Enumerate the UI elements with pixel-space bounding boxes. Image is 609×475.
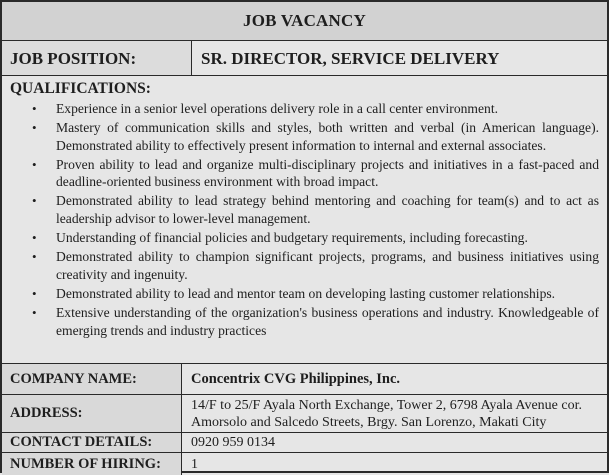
company-label: COMPANY NAME: bbox=[2, 364, 182, 394]
company-row bbox=[2, 364, 607, 395]
list-item bbox=[10, 229, 599, 246]
contact-row bbox=[2, 433, 607, 453]
address-row bbox=[2, 395, 607, 433]
qualifications-heading: QUALIFICATIONS: bbox=[10, 80, 151, 97]
list-item bbox=[10, 304, 599, 339]
bullet-icon: • bbox=[32, 249, 37, 265]
qualifications-section bbox=[2, 76, 607, 364]
hiring-label: NUMBER OF HIRING: bbox=[2, 453, 182, 475]
bullet-icon: • bbox=[32, 285, 37, 301]
hiring-value: 1 bbox=[191, 456, 198, 472]
bullet-icon: • bbox=[32, 305, 37, 321]
contact-label: CONTACT DETAILS: bbox=[2, 433, 182, 452]
job-position-value: SR. DIRECTOR, SERVICE DELIVERY bbox=[201, 49, 500, 68]
qualifications-list bbox=[10, 100, 599, 339]
job-position-label: JOB POSITION: bbox=[2, 41, 192, 75]
list-item bbox=[10, 248, 599, 283]
address-label: ADDRESS: bbox=[2, 395, 182, 432]
qualification-text: Demonstrated ability to lead strategy behind mentoring and coaching for team(s) and to act as leadership advisor to lower-level management. bbox=[56, 193, 599, 226]
job-position-row bbox=[2, 41, 607, 76]
contact-value: 0920 959 0134 bbox=[191, 435, 275, 450]
bullet-icon: • bbox=[32, 193, 37, 209]
page-title: JOB VACANCY bbox=[2, 2, 607, 41]
bullet-icon: • bbox=[32, 230, 37, 246]
bullet-icon: • bbox=[32, 156, 37, 172]
list-item bbox=[10, 119, 599, 154]
qualification-text: Proven ability to lead and organize multi-disciplinary projects and initiatives in a fast-paced and deadline-oriented business environment with broad impact. bbox=[56, 156, 599, 190]
company-value: Concentrix CVG Philippines, Inc. bbox=[191, 370, 401, 387]
list-item bbox=[10, 192, 599, 227]
qualification-text: Demonstrated ability to lead and mentor team on developing lasting customer relationships. bbox=[56, 285, 556, 301]
bullet-icon: • bbox=[32, 101, 37, 116]
hiring-row bbox=[2, 453, 607, 475]
qualification-text: Demonstrated ability to champion significant projects, programs, and business initiatives using creativity and ingenuity. bbox=[56, 249, 599, 282]
bullet-icon: • bbox=[32, 120, 37, 136]
qualification-text: Understanding of financial policies and budgetary requirements, including forecasting. bbox=[56, 230, 528, 246]
address-value: 14/F to 25/F Ayala North Exchange, Tower 2, 6798 Ayala Avenue cor. Amorsolo and Salcedo Streets, Brgy. San Lorenzo, Makati City bbox=[191, 397, 582, 430]
qualification-text: Extensive understanding of the organization's business operations and industry. Knowledgeable of emerging trends and industry practices bbox=[56, 305, 599, 338]
list-item bbox=[10, 285, 599, 302]
list-item bbox=[10, 100, 599, 117]
list-item bbox=[10, 156, 599, 191]
qualification-text: Experience in a senior level operations delivery role in a call center environment. bbox=[56, 101, 498, 116]
qualification-text: Mastery of communication skills and styles, both written and verbal (in American language). Demonstrated ability to effectively present information to internal and external associates. bbox=[56, 120, 599, 153]
